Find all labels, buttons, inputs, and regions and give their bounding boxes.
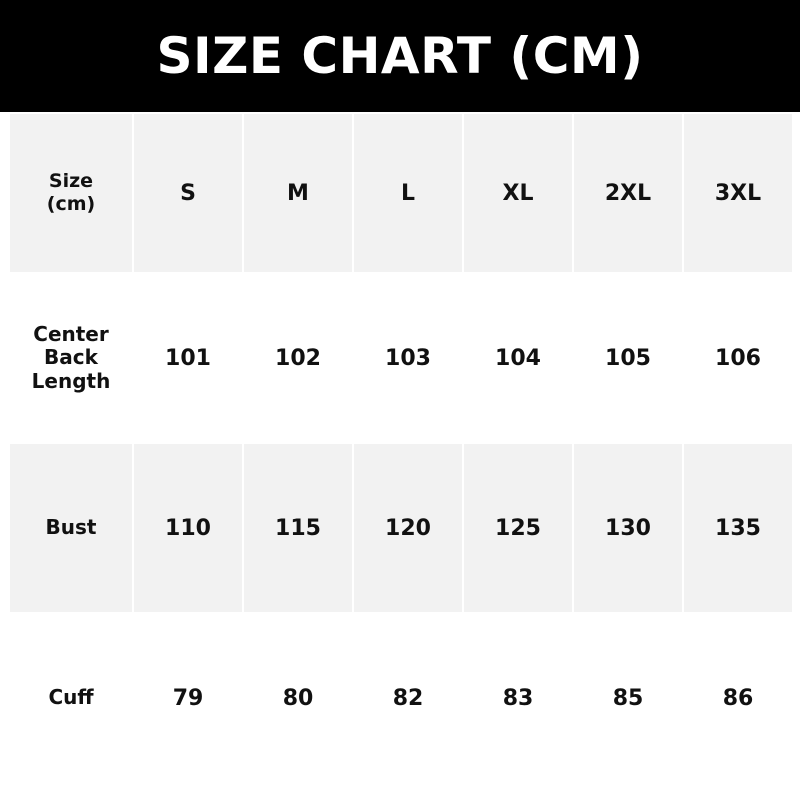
title-banner [0, 0, 800, 112]
cell-center-back-length-xl: 104 [463, 273, 573, 443]
table-row [9, 613, 793, 783]
size-chart-table [8, 112, 794, 784]
size-label-line2: (cm) [46, 193, 96, 215]
cell-bust-3xl: 135 [683, 443, 793, 613]
cell-bust-m: 115 [243, 443, 353, 613]
table-row [9, 273, 793, 443]
cell-center-back-length-m: 102 [243, 273, 353, 443]
table-row [9, 443, 793, 613]
cell-cuff-m: 80 [243, 613, 353, 783]
cell-bust-l: 120 [353, 443, 463, 613]
row-label-cuff [9, 613, 133, 783]
header-cell-size-label [9, 113, 133, 273]
header-cell-2xl: 2XL [573, 113, 683, 273]
cell-bust-2xl: 130 [573, 443, 683, 613]
cell-cuff-s: 79 [133, 613, 243, 783]
header-cell-s: S [133, 113, 243, 273]
cell-center-back-length-3xl: 106 [683, 273, 793, 443]
header-cell-l: L [353, 113, 463, 273]
cell-center-back-length-l: 103 [353, 273, 463, 443]
cell-center-back-length-2xl: 105 [573, 273, 683, 443]
row-label-line1: Bust [45, 515, 97, 540]
header-cell-xl: XL [463, 113, 573, 273]
table-header-row [9, 113, 793, 273]
cell-cuff-l: 82 [353, 613, 463, 783]
cell-center-back-length-s: 101 [133, 273, 243, 443]
cell-bust-xl: 125 [463, 443, 573, 613]
cell-cuff-3xl: 86 [683, 613, 793, 783]
page-title: SIZE CHART (CM) [156, 27, 644, 85]
header-cell-m: M [243, 113, 353, 273]
cell-bust-s: 110 [133, 443, 243, 613]
size-label-line1: Size [48, 170, 94, 193]
row-label-line2: Back [44, 345, 98, 370]
row-label-center-back-length [9, 273, 133, 443]
header-cell-3xl: 3XL [683, 113, 793, 273]
cell-cuff-2xl: 85 [573, 613, 683, 783]
row-label-line1: Cuff [48, 685, 94, 710]
table-container [0, 112, 800, 800]
cell-cuff-xl: 83 [463, 613, 573, 783]
row-label-line1: Center [33, 321, 109, 346]
row-label-line3: Length [31, 368, 111, 393]
row-label-bust [9, 443, 133, 613]
